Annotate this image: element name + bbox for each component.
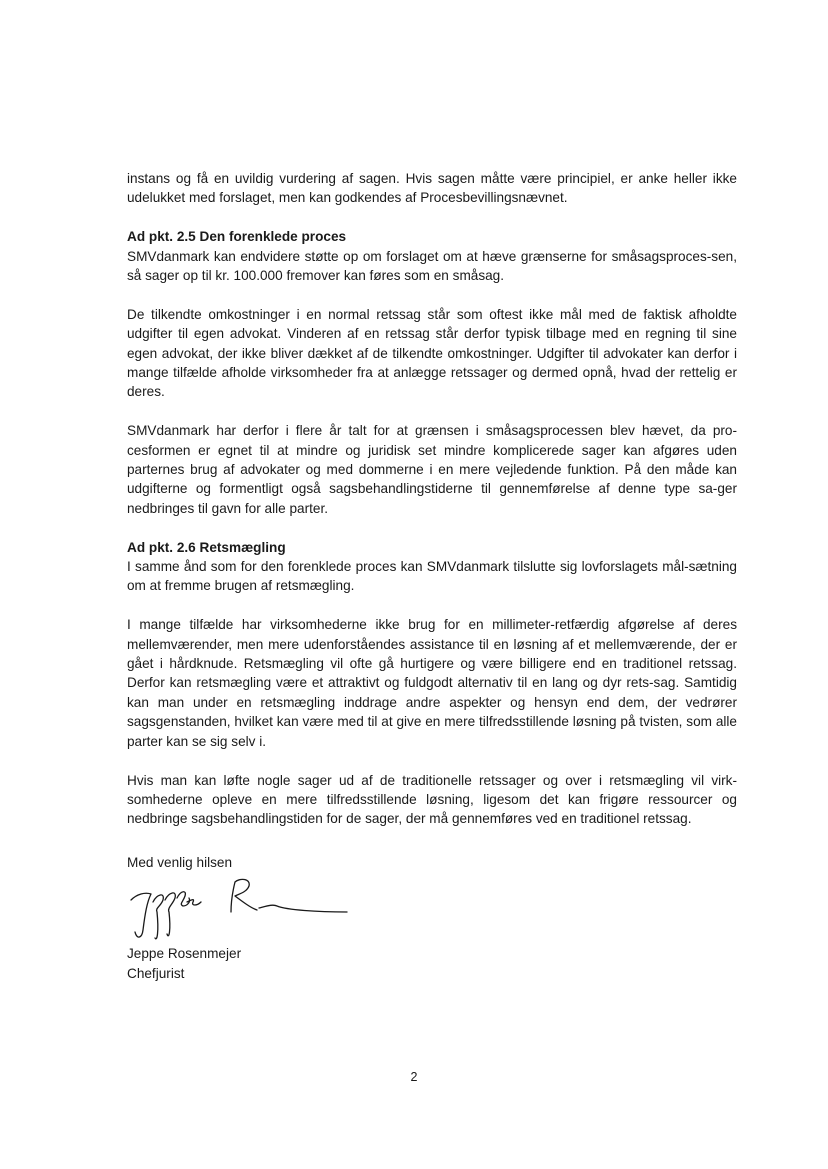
intro-paragraph: instans og få en uvildig vurdering af sagen. Hvis sagen måtte være principiel, er anke heller ikke udelukket med forslaget, men kan godkendes af Procesbevillingsnævnet.	[127, 171, 737, 206]
closing-block	[127, 853, 427, 983]
section-2-6-paragraph-3: Hvis man kan løfte nogle sager ud af de traditionelle retssager og over i retsmægling vil virk-somhederne opleve en mere tilfredsstillende løsning, ligesom det kan frigøre ressourcer og nedbringe sagsbehandlingstiden for de sager, der må gennemføres ved en traditionel retssag.	[127, 772, 737, 827]
section-heading-2-6: Ad pkt. 2.6 Retsmægling	[127, 539, 286, 555]
handwritten-signature	[127, 872, 357, 944]
section-2-5-paragraph-2: De tilkendte omkostninger i en normal retssag står som oftest ikke mål med de faktisk afholdte udgifter til egen advokat. Vinderen af en retssag står derfor typisk tilbage med en regning til sine egen advokat, der ikke bliver dækket af de tilkendte omkostninger. Udgifter til advokater kan derfor i mange tilfælde afholde virksomheder fra at anlægge retssager og dermed opnå, hvad der rettelig er deres.	[127, 306, 737, 400]
section-2-5-paragraph-3: SMVdanmark har derfor i flere år talt for at grænsen i småsagsprocessen blev hævet, da pro-cesformen er egnet til at mindre og juridisk set mindre komplicerede sager kan afgøres uden parternes brug af advokater og med dommerne i en mere vejledende funktion. På den måde kan udgifterne og formentligt også sagsbehandlingstiderne til gennemførelse af denne type sa-ger nedbringes til gavn for alle parter.	[127, 423, 737, 516]
section-2-6-paragraph-2: I mange tilfælde har virksomhederne ikke brug for en millimeter-retfærdig afgørelse af deres mellemværender, men mere udenforståendes assistance til en løsning af et mellemværende, der er gået i hårdknude. Retsmægling vil ofte gå hurtigere og være billigere end en traditionel retssag. Derfor kan retsmægling være et attraktivt og fuldgodt alternativ til en lang og dyr rets-sag. Samtidig kan man under en retsmægling inddrage andre aspekter og hensyn end dem, der vedrører sagsgenstanden, hvilket kan være med til at give en mere tilfredsstillende løsning på tvisten, som alle parter kan se sig selv i.	[127, 617, 737, 749]
signatory-name: Jeppe Rosenmejer	[127, 946, 242, 962]
closing-greeting: Med venlig hilsen	[127, 855, 233, 870]
section-heading-2-5: Ad pkt. 2.5 Den forenklede proces	[127, 229, 347, 245]
section-2-5-paragraph-1: SMVdanmark kan endvidere støtte op om forslaget om at hæve grænserne for småsagsproces-sen, så sager op til kr. 100.000 fremover kan føres som en småsag.	[127, 248, 737, 284]
letter-body	[127, 169, 737, 848]
signatory-title: Chefjurist	[127, 965, 185, 981]
section-2-6-paragraph-1: I samme ånd som for den forenklede proces kan SMVdanmark tilslutte sig lovforslagets mål-sætning om at fremme brugen af retsmægling.	[127, 559, 737, 594]
page-number: 2	[410, 1070, 418, 1084]
